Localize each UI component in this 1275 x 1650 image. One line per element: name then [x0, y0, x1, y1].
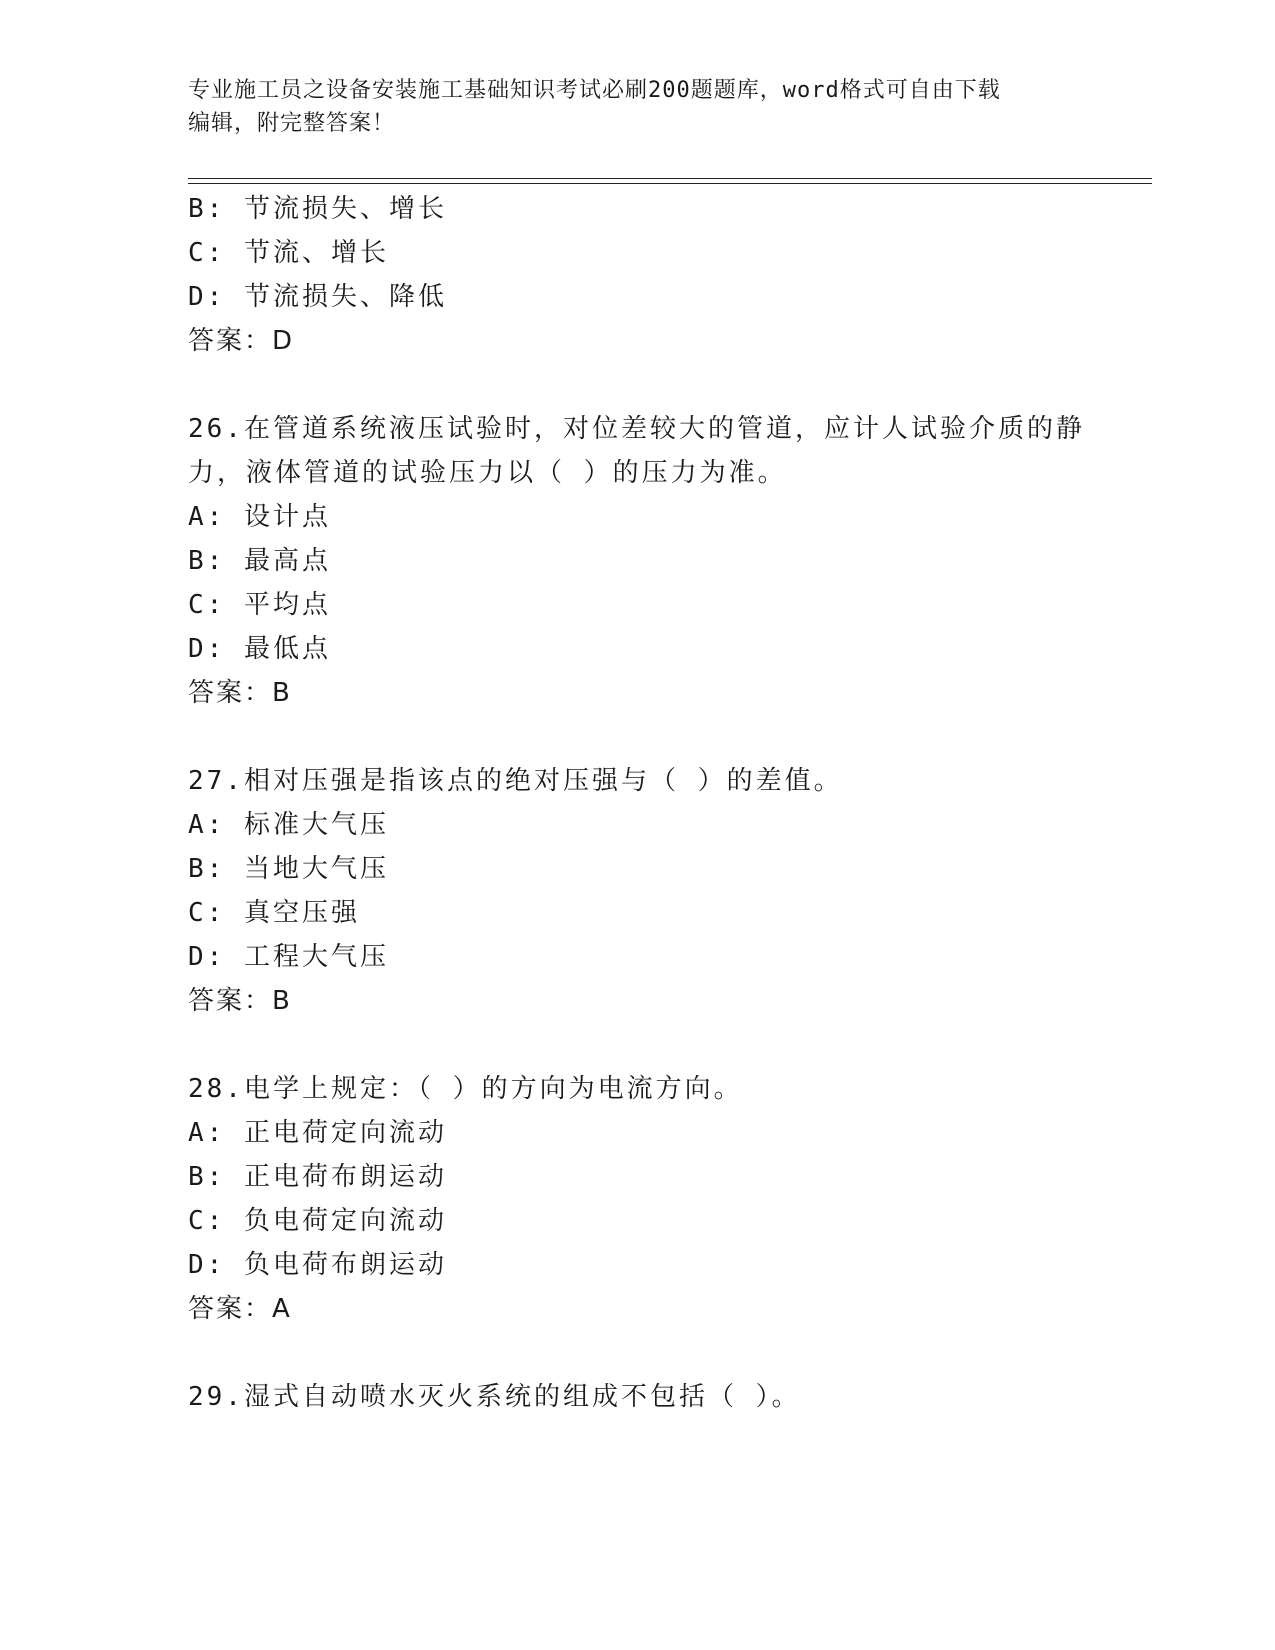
option-c: C: 节流、增长 — [188, 238, 389, 268]
question-28-text: 28.电学上规定：（ ）的方向为电流方向。 — [188, 1074, 743, 1104]
question-27-text: 27.相对压强是指该点的绝对压强与（ ）的差值。 — [188, 766, 843, 796]
option-d: D: 节流损失、降低 — [188, 282, 447, 312]
option-d: D: 负电荷布朗运动 — [188, 1250, 447, 1280]
header-line-2: 编辑，附完整答案！ — [188, 111, 396, 136]
option-c: C: 真空压强 — [188, 898, 360, 928]
option-d: D: 工程大气压 — [188, 942, 389, 972]
answer: 答案：B — [188, 986, 292, 1016]
answer: 答案：D — [188, 326, 295, 356]
answer: 答案：B — [188, 678, 292, 708]
option-b: B: 节流损失、增长 — [188, 194, 447, 224]
header-divider-bottom — [188, 183, 1152, 184]
option-a: A: 正电荷定向流动 — [188, 1118, 447, 1148]
header-line-1: 专业施工员之设备安装施工基础知识考试必刷200题题库，word格式可自由下载 — [188, 78, 1001, 103]
question-26-text: 26.在管道系统液压试验时，对位差较大的管道，应计人试验介质的静 — [188, 414, 1085, 444]
option-b: B: 最高点 — [188, 546, 331, 576]
option-c: C: 平均点 — [188, 590, 331, 620]
option-a: A: 标准大气压 — [188, 810, 389, 840]
option-b: B: 当地大气压 — [188, 854, 389, 884]
header-divider-top — [188, 178, 1152, 179]
option-a: A: 设计点 — [188, 502, 331, 532]
question-26-text-cont: 力，液体管道的试验压力以（ ）的压力为准。 — [188, 458, 787, 488]
option-b: B: 正电荷布朗运动 — [188, 1162, 447, 1192]
document-header — [188, 74, 1088, 140]
question-29-text: 29.湿式自动喷水灭火系统的组成不包括（ ）。 — [188, 1382, 801, 1412]
answer: 答案：A — [188, 1294, 292, 1324]
option-c: C: 负电荷定向流动 — [188, 1206, 447, 1236]
option-d: D: 最低点 — [188, 634, 331, 664]
